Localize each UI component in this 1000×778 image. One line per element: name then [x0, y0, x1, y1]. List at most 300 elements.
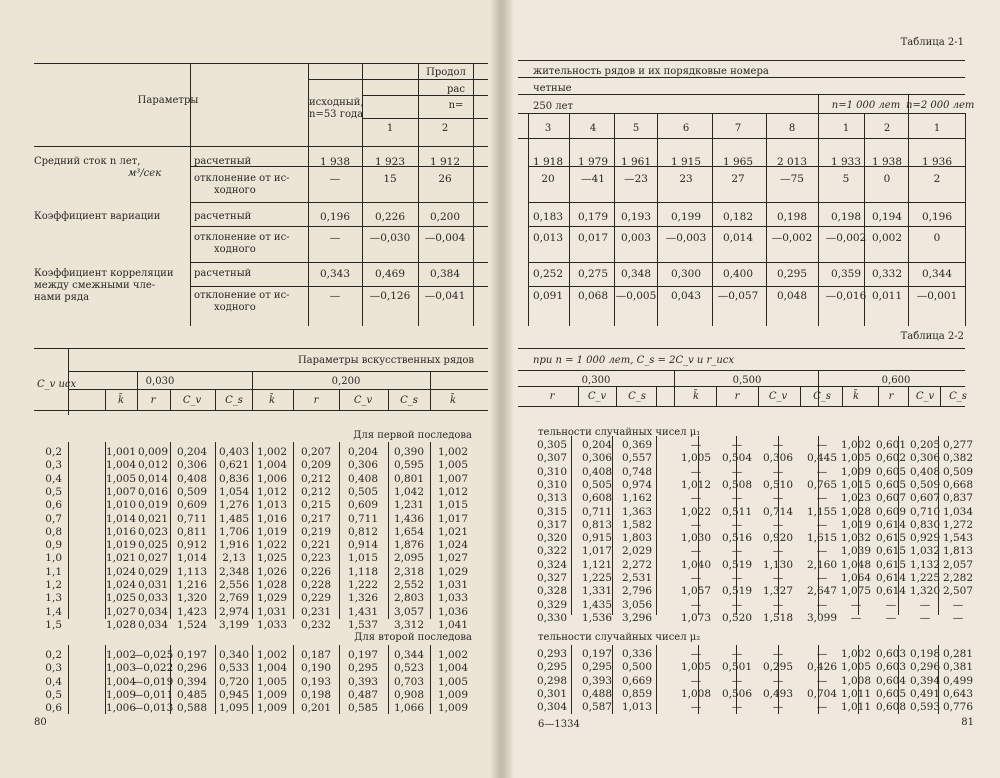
table-cell: 0,509	[909, 478, 941, 491]
table-cell: 1,036	[437, 605, 469, 618]
table-cell: 1,327	[762, 585, 794, 598]
rule-line	[34, 410, 488, 411]
table-cell: 1,002	[256, 446, 288, 458]
table-cell: 0,812	[347, 525, 379, 538]
table-cell: 0,277	[942, 439, 974, 451]
table-cell: 1,010	[105, 499, 137, 512]
table-cell: —	[952, 598, 964, 611]
table-cell: 2,531	[621, 572, 653, 584]
table-cell: 1,034	[942, 505, 974, 518]
table-cell: —	[690, 572, 702, 584]
table-cell: —	[731, 465, 743, 478]
table-cell: 1,706	[218, 525, 250, 538]
table-cell: —	[772, 439, 784, 451]
table-cell: 1,027	[437, 552, 469, 565]
table-cell: 0,912	[176, 539, 208, 552]
table-cell: 0,614	[875, 572, 907, 584]
param-label: Средний сток n лет,	[34, 156, 141, 167]
table-cell: 1,005	[437, 675, 469, 688]
table-cell: 0,014	[137, 472, 169, 485]
duration-header: Продол	[426, 67, 466, 78]
table-cell: 2,272	[621, 558, 653, 571]
table-cell: 1,005	[840, 661, 872, 674]
table-cell: 0,603	[875, 648, 907, 660]
table-cell: 2,095	[393, 552, 425, 565]
table-cell: 0,669	[621, 674, 653, 687]
subcol-header: r	[150, 395, 156, 406]
table-cell: 0,607	[875, 492, 907, 505]
col-number: 1	[933, 123, 941, 134]
table-cell: 0,505	[581, 478, 613, 491]
table-cell: —	[731, 439, 743, 451]
table-cell: 3,199	[218, 618, 250, 631]
table-cell: 0,614	[875, 585, 907, 598]
table-cell: 1,066	[393, 702, 425, 715]
table-cell: 0,229	[300, 592, 332, 605]
table-cell: —0,003	[665, 232, 707, 244]
table-cell: 0,710	[909, 505, 941, 518]
table-cell: 2,029	[621, 545, 653, 558]
cv-value: 0,3	[45, 662, 62, 675]
table-cell: 1,004	[437, 662, 469, 675]
column-divider	[388, 645, 389, 714]
table-cell: 2,13	[222, 552, 246, 565]
table-cell: 0,033	[137, 592, 169, 605]
cv-value: 1,4	[45, 605, 62, 618]
table-title: Таблица 2-2	[900, 331, 964, 342]
table-cell: 0,198	[776, 211, 808, 223]
n2000-header: n=2 000 лет	[906, 100, 975, 111]
table-cell: —0,126	[369, 290, 411, 302]
table-cell: 0,017	[577, 232, 609, 244]
table-cell: —	[816, 701, 828, 714]
table-cell: 0,408	[347, 472, 379, 485]
table-cell: 0,014	[722, 232, 754, 244]
cv-value: 0,4	[45, 675, 62, 688]
column-divider	[698, 436, 699, 615]
table-cell: 1,015	[347, 552, 379, 565]
table-cell: 1,029	[437, 565, 469, 578]
table-cell: 0,196	[319, 211, 351, 223]
table-cell: 1,162	[621, 492, 653, 505]
column-divider	[908, 386, 909, 406]
table-cell: 0,704	[806, 687, 838, 700]
table-cell: 1,009	[437, 702, 469, 715]
table-cell: 0,198	[300, 688, 332, 701]
column-divider	[430, 389, 431, 410]
rule-line	[518, 370, 965, 371]
column-divider	[674, 370, 675, 406]
table-cell: —	[329, 173, 341, 185]
table-cell: 1,028	[840, 505, 872, 518]
cv-value: 0,6	[45, 499, 62, 512]
table-cell: 0,487	[347, 688, 379, 701]
table-cell: 1,004	[256, 459, 288, 472]
table-cell: 0,748	[621, 465, 653, 478]
table-cell: 0,390	[393, 446, 425, 458]
table-cell: 0,200	[429, 211, 461, 223]
subcol-header: k̄	[449, 395, 457, 406]
table-cell: 0,511	[721, 505, 753, 518]
table-cell: 0,281	[942, 648, 974, 660]
column-divider	[736, 645, 737, 714]
column-divider	[170, 645, 171, 714]
table-cell: 2,318	[393, 565, 425, 578]
table-cell: —0,002	[825, 232, 867, 244]
rule-line	[528, 226, 965, 227]
table-cell: 1,007	[437, 472, 469, 485]
cv-value: 1,1	[45, 565, 62, 578]
table-cell: 1,002	[840, 439, 872, 451]
table-cell: 0,801	[393, 472, 425, 485]
table-cell: —	[816, 518, 828, 531]
rule-line	[308, 79, 488, 80]
table-cell: 0,295	[581, 661, 613, 674]
table-cell: 1,543	[942, 532, 974, 545]
table-cell: 0,506	[721, 687, 753, 700]
table-cell: 1,916	[218, 539, 250, 552]
table-cell: 0,209	[300, 459, 332, 472]
table-cell: 0,327	[536, 572, 568, 584]
table-cell: 1,013	[256, 499, 288, 512]
table-cell: 1,033	[256, 618, 288, 631]
table-cell: 0,340	[218, 649, 250, 661]
table-cell: 1,027	[105, 605, 137, 618]
table-cell: 0,508	[721, 478, 753, 491]
table-cell: 0,031	[137, 579, 169, 591]
table-cell: —0,041	[424, 290, 466, 302]
table-cell: 0,293	[536, 648, 568, 660]
column-divider	[716, 386, 717, 406]
table-cell: 0,520	[721, 611, 753, 624]
table-cell: 0,359	[830, 268, 862, 280]
column-divider	[388, 442, 389, 619]
table-cell: 1 979	[577, 156, 609, 168]
table-cell: —	[816, 674, 828, 687]
table-cell: —	[919, 611, 931, 624]
table-cell: —	[772, 518, 784, 531]
column-divider	[430, 442, 431, 619]
table-cell: 0,306	[347, 459, 379, 472]
rule-line	[518, 406, 965, 407]
table-cell: 1 961	[620, 156, 652, 168]
table-cell: 0,509	[176, 485, 208, 498]
section-title: тельности случайных чисел μ₂	[538, 632, 701, 643]
cv-value: 0,5	[45, 485, 62, 498]
table-cell: 0,016	[137, 485, 169, 498]
table-cell: 1,331	[581, 585, 613, 598]
table-cell: 1,054	[218, 485, 250, 498]
rule-line	[528, 262, 965, 263]
table-cell: 0,307	[536, 452, 568, 465]
table-cell: 0,336	[621, 648, 653, 660]
cv-value: 1,3	[45, 592, 62, 605]
table-cell: 0,426	[806, 661, 838, 674]
table-cell: 1,009	[437, 688, 469, 701]
table-cell: 0,029	[137, 565, 169, 578]
table-cell: —	[690, 518, 702, 531]
table-cell: 1,028	[105, 618, 137, 631]
table-cell: —	[690, 465, 702, 478]
table-cell: 0,023	[137, 525, 169, 538]
table-cell: 0,614	[875, 518, 907, 531]
rule-line	[190, 202, 488, 203]
table-cell: 0,621	[218, 459, 250, 472]
table-cell: —	[772, 674, 784, 687]
table-cell: —	[816, 572, 828, 584]
table-cell: 1,064	[840, 572, 872, 584]
table-cell: 0,501	[721, 661, 753, 674]
table-cell: 0,012	[137, 459, 169, 472]
column-divider	[571, 436, 572, 615]
table-cell: 0,394	[176, 675, 208, 688]
table-cell: 1,813	[942, 545, 974, 558]
table-cell: 2 013	[776, 156, 808, 168]
table-cell: 0,602	[875, 452, 907, 465]
table-cell: 0,027	[137, 552, 169, 565]
column-divider	[252, 645, 253, 714]
table-cell: 0,519	[721, 558, 753, 571]
table-cell: 0,332	[871, 268, 903, 280]
table-cell: 1,012	[680, 478, 712, 491]
subcol-header: C_s	[949, 391, 967, 402]
table-cell: —	[731, 648, 743, 660]
table-cell: 1,363	[621, 505, 653, 518]
table-cell: 0,205	[909, 439, 941, 451]
table-cell: —75	[780, 173, 804, 185]
table-cell: 1,009	[256, 702, 288, 715]
table-cell: 0,329	[536, 598, 568, 611]
row-type-label: ходного	[214, 302, 256, 313]
column-divider	[215, 645, 216, 714]
table-cell: —41	[581, 173, 605, 185]
table-cell: 0,182	[722, 211, 754, 223]
column-divider	[656, 645, 657, 714]
table-cell: 1,016	[256, 512, 288, 525]
table-cell: 1 965	[722, 156, 754, 168]
column-divider	[938, 436, 939, 615]
subcol-header: r	[734, 391, 740, 402]
table-cell: 1,025	[105, 592, 137, 605]
book-gutter	[490, 0, 514, 778]
table-cell: 0,003	[620, 232, 652, 244]
table-cell: 15	[383, 173, 397, 185]
table-cell: 0,499	[942, 674, 974, 687]
table-cell: —	[816, 465, 828, 478]
table-cell: 0,609	[176, 499, 208, 512]
table-cell: 0,043	[670, 290, 702, 302]
table-cell: 1,029	[256, 592, 288, 605]
param-label: Коэффициент вариации	[34, 211, 161, 222]
table-cell: 0,324	[536, 558, 568, 571]
table-cell: 0,207	[300, 446, 332, 458]
column-divider	[858, 436, 859, 615]
table-cell: —	[772, 572, 784, 584]
table-cell: 1 938	[871, 156, 903, 168]
table-cell: 1,003	[105, 662, 137, 675]
table-cell: 1,615	[806, 532, 838, 545]
table-cell: 0,830	[909, 518, 941, 531]
table-cell: 0,183	[532, 211, 564, 223]
table-cell: 1,013	[621, 701, 653, 714]
table-cell: 2,769	[218, 592, 250, 605]
table-cell: 0,811	[176, 525, 208, 538]
table-cell: 1,028	[256, 579, 288, 591]
col-number: 4	[589, 123, 597, 134]
col-number: 6	[682, 123, 690, 134]
table-cell: 1,009	[105, 688, 137, 701]
table-cell: —	[772, 545, 784, 558]
table-cell: 1 923	[374, 156, 406, 168]
table-cell: 1,435	[581, 598, 613, 611]
n-header: n=	[448, 100, 464, 111]
table-cell: 0,604	[875, 674, 907, 687]
table-cell: 0,320	[536, 532, 568, 545]
table-cell: 0,504	[721, 452, 753, 465]
table-cell: —	[690, 701, 702, 714]
table-cell: —0,019	[132, 675, 174, 688]
rule-line	[68, 389, 488, 390]
table-cell: 0,231	[300, 605, 332, 618]
table-cell: 0,228	[300, 579, 332, 591]
table-cell: —	[772, 701, 784, 714]
rule-line	[362, 118, 488, 119]
table-cell: —23	[624, 173, 648, 185]
table-cell: 0,593	[909, 701, 941, 714]
table-cell: —0,025	[132, 649, 174, 661]
table-cell: 1,002	[437, 649, 469, 661]
table-cell: 1,030	[680, 532, 712, 545]
table-cell: 1,130	[762, 558, 794, 571]
table-cell: 2,647	[806, 585, 838, 598]
table-cell: 0,009	[137, 446, 169, 458]
table-cell: 0,510	[762, 478, 794, 491]
table-cell: 0,711	[581, 505, 613, 518]
table-cell: 0,212	[300, 472, 332, 485]
column-divider	[578, 386, 579, 406]
table-cell: 0,500	[621, 661, 653, 674]
table-cell: 1 918	[532, 156, 564, 168]
table-cell: 0,605	[875, 687, 907, 700]
subcol-header: C_v	[353, 395, 373, 406]
table-cell: 0,837	[942, 492, 974, 505]
table-cell: 1,039	[840, 545, 872, 558]
table-cell: 1 938	[319, 156, 351, 168]
calculated-header: рас	[447, 84, 465, 95]
subcol-header: C_v	[182, 395, 202, 406]
table-top-rule	[34, 63, 488, 64]
col-number: 2	[441, 123, 449, 134]
col-number: 7	[734, 123, 742, 134]
column-divider	[908, 94, 909, 113]
section-title: Для первой последова	[353, 430, 472, 441]
table-cell: —	[690, 598, 702, 611]
table-cell: 1,019	[840, 518, 872, 531]
table-cell: 2	[933, 173, 941, 185]
table-cell: 0,013	[532, 232, 564, 244]
table-cell: 0,301	[536, 687, 568, 700]
cv-value: 1,5	[45, 618, 62, 631]
table-cell: —	[772, 465, 784, 478]
table-cell: 0,343	[319, 268, 351, 280]
table-cell: 0,068	[577, 290, 609, 302]
column-divider	[339, 389, 340, 410]
table-cell: 1,021	[105, 552, 137, 565]
table-cell: 1,009	[256, 688, 288, 701]
table-cell: 0,198	[909, 648, 941, 660]
table-cell: —0,002	[771, 232, 813, 244]
table-cell: 0,295	[762, 661, 794, 674]
column-divider	[252, 442, 253, 619]
table-cell: 1,016	[105, 525, 137, 538]
column-divider	[898, 645, 899, 714]
table-top-rule	[518, 60, 965, 61]
table-cell: 1,095	[218, 702, 250, 715]
table-cell: 1,011	[840, 701, 872, 714]
table-cell: 0,469	[374, 268, 406, 280]
table-cell: 1,320	[909, 585, 941, 598]
table-cell: 0,587	[581, 701, 613, 714]
table-cell: 0,313	[536, 492, 568, 505]
table-cell: 1,019	[256, 525, 288, 538]
table-cell: 23	[679, 173, 693, 185]
table-cell: 1,225	[909, 572, 941, 584]
row-type-label: расчетный	[194, 268, 252, 279]
table-cell: —	[329, 232, 341, 244]
table-cell: 0,300	[670, 268, 702, 280]
column-divider	[656, 386, 657, 406]
table-cell: —	[772, 598, 784, 611]
table-cell: 1 912	[429, 156, 461, 168]
table-cell: 0,296	[176, 662, 208, 675]
subcol-header: r	[313, 395, 319, 406]
table-cell: 2,803	[393, 592, 425, 605]
table-cell: 1,006	[105, 702, 137, 715]
table-cell: 1,005	[680, 452, 712, 465]
rule-line	[518, 386, 965, 387]
column-divider	[612, 645, 613, 714]
table-cell: 0,908	[393, 688, 425, 701]
column-divider	[293, 442, 294, 619]
row-type-label: расчетный	[194, 156, 252, 167]
row-type-label: отклонение от ис-	[194, 232, 290, 243]
subcol-header: C_s	[400, 395, 418, 406]
table-cell: 0,605	[875, 478, 907, 491]
table-cell: —0,001	[916, 290, 958, 302]
table-cell: 1,033	[437, 592, 469, 605]
table-cell: 0,505	[347, 485, 379, 498]
cv-value: 0,7	[45, 512, 62, 525]
table-header-bottom-rule	[34, 146, 488, 147]
table-cell: 0,615	[875, 532, 907, 545]
table-cell: 0,344	[393, 649, 425, 661]
table-cell: 27	[731, 173, 745, 185]
col-number: 1	[386, 123, 394, 134]
table-cell: 1,132	[909, 558, 941, 571]
table-cell: 2,160	[806, 558, 838, 571]
row-type-label: отклонение от ис-	[194, 290, 290, 301]
subcol-header: C_v	[587, 391, 607, 402]
table-cell: 0,914	[347, 539, 379, 552]
table-cell: 1,005	[680, 661, 712, 674]
table-cell: 1,008	[840, 674, 872, 687]
table-cell: 0,330	[536, 611, 568, 624]
table-cell: 1,518	[762, 611, 794, 624]
table-cell: 1,524	[176, 618, 208, 631]
table-cell: —0,005	[615, 290, 657, 302]
table-cell: —	[731, 492, 743, 505]
table-cell: 0,344	[921, 268, 953, 280]
